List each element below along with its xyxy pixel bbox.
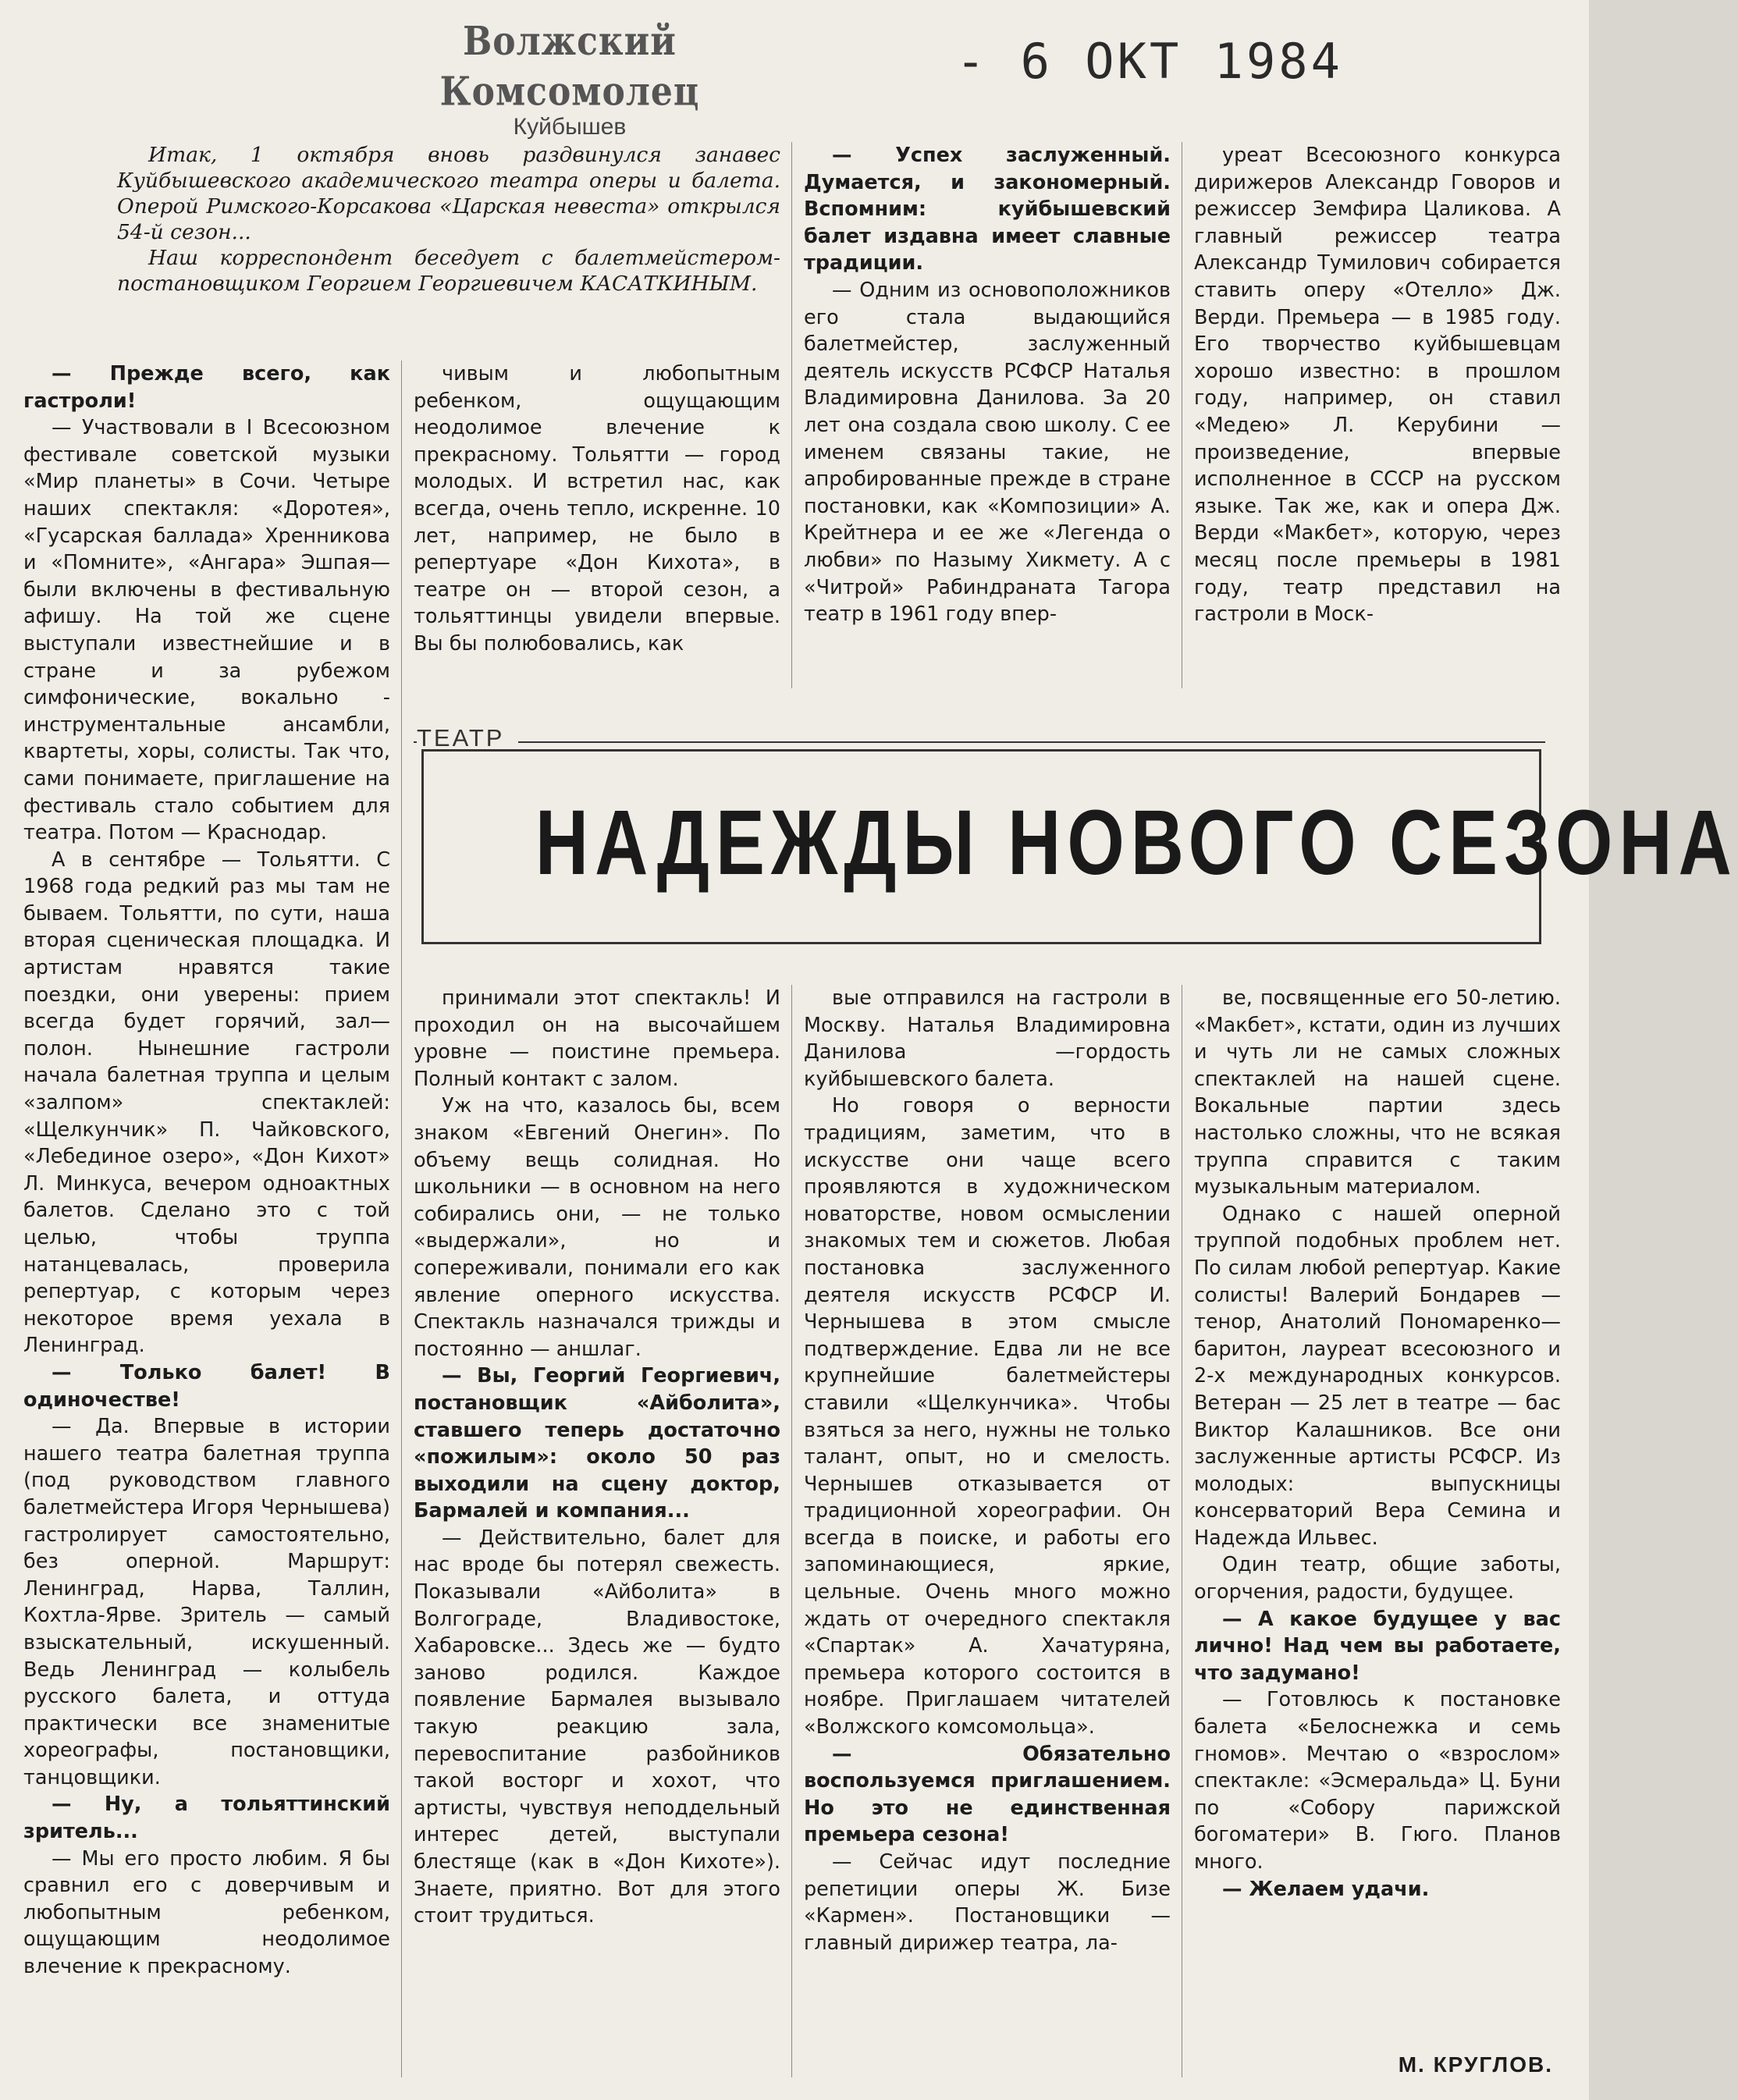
text-column-3-top <box>804 142 1171 688</box>
article-paragraph: Однако с нашей оперной труппой подобных проблем нет. По силам любой репертуар. Какие солисты! Валерий Бондарев — тенор, Анатолий Пономаренко—баритон, лауреат всесоюзного и 2-х международных конкурсов. Ветеран — 25 лет в театре — бас Виктор Калашников. Все они заслуженные артисты РСФСР. Из молодых: выпускницы консерваторий Вера Семина и Надежда Ильвес. <box>1194 1202 1561 1550</box>
text-column-1 <box>23 361 390 2093</box>
newspaper-name: Волжский Комсомолец <box>439 18 700 115</box>
date-stamp: - 6 ОКТ 1984 <box>956 33 1343 90</box>
rubric-label: ТЕАТР <box>417 724 518 759</box>
headline-box <box>421 749 1738 944</box>
article-paragraph: — Сейчас идут последние репетиции оперы Ж. Бизе «Кармен». Постановщики — главный дирижер театра, ла- <box>804 1850 1171 1955</box>
text-column-2-bottom <box>414 985 780 2093</box>
column-separator <box>401 361 402 2077</box>
text-column-4-top <box>1194 142 1561 688</box>
article-paragraph: вые отправился на гастроли в Москву. Наталья Владимировна Данилова —гордость куйбышевского балета. <box>804 986 1171 1091</box>
interview-question: — Успех заслуженный. Думается, и закономерный. Вспомним: куйбышевский балет издавна имеет славные традиции. <box>804 144 1171 275</box>
interview-question: — Ну, а тольяттинский зритель... <box>23 1793 390 1844</box>
article-paragraph: — Готовлюсь к постановке балета «Белоснежка и семь гномов». Мечтаю о «взрослом» спектакле: «Эсмеральда» Ц. Буни по «Собору парижской богоматери» В. Гюго. Планов много. <box>1194 1688 1561 1874</box>
article-lead <box>117 142 780 333</box>
article-headline: НАДЕЖДЫ НОВОГО СЕЗОНА <box>535 791 1738 894</box>
article-paragraph: Один театр, общие заботы, огорчения, радости, будущее. <box>1194 1553 1561 1604</box>
article-paragraph: чивым и любопытным ребенком, ощущающим неодолимое влечение к прекрасному. Тольятти — город молодых. И встретил нас, как всегда, очень тепло, искренне. 10 лет, например, не было в репертуаре «Дон Кихота», в театре он — второй сезон, а тольяттинцы увидели впервые. Вы бы полюбовались, как <box>414 362 780 656</box>
interview-question: — Только балет! В одиночестве! <box>23 1360 390 1412</box>
interview-question: — Вы, Георгий Георгиевич, постановщик «Айболита», ставшего теперь достаточно «пожилым»: около 50 раз выходили на сцену доктор, Бармалей и компания... <box>414 1364 780 1523</box>
interview-question: — Желаем удачи. <box>1222 1877 1430 1901</box>
article-paragraph: А в сентябре — Тольятти. С 1968 года редкий раз мы там не бываем. Тольятти, по сути, наша вторая сценическая площадка. И артистам нравятся такие поездки, они уверены: прием всегда будет горячий, зал— полон. Нынешние гастроли начала балетная труппа и целым «залпом» спектаклей: «Щелкунчик» П. Чайковского, «Лебединое озеро», «Дон Кихот» Л. Минкуса, вечером одноактных балетов. Сделано это с той целью, чтобы труппа натанцевалась, проверила репертуар, с которым через некоторое время уехала в Ленинград. <box>23 847 390 1358</box>
lead-paragraph: Итак, 1 октября вновь раздвинулся занавес Куйбышевского академического театра оперы и балета. Оперой Римского-Корсакова «Царская невеста» открылся 54-й сезон... <box>117 143 780 244</box>
article-paragraph: принимали этот спектакль! И проходил он на высочайшем уровне — поистине премьера. Полный контакт с залом. <box>414 986 780 1091</box>
article-paragraph: — Да. Впервые в истории нашего театра балетная труппа (под руководством главного балетмейстера Игоря Чернышева) гастролирует самостоятельно, без оперной. Маршрут: Ленинград, Нарва, Таллин, Кохтла-Ярве. Зритель — самый взыскательный, искушенный. Ведь Ленинград — колыбель русского балета, и оттуда практически все знаменитые хореографы, постановщики, танцовщики. <box>23 1415 390 1789</box>
article-paragraph: Но говоря о верности традициям, заметим, что в искусстве они чаще всего проявляются в художническом новаторстве, новом осмыслении знакомых тем и сюжетов. Любая постановка заслуженного деятеля искусств РСФСР И. Чернышева в этом смысле подтверждение. Едва ли не все крупнейшие балетмейстеры ставили «Щелкунчика». Чтобы взяться за него, нужны не только талант, опыт, но и смелость. Чернышев отказывается от традиционной хореографии. Он всегда в поиске, и работы его запоминающиеся, яркие, цельные. Очень много можно ждать от очередного спектакля «Спартак» А. Хачатуряна, премьера которого состоится в ноябре. Приглашаем читателей «Волжского комсомольца». <box>804 1094 1171 1739</box>
author-byline: М. КРУГЛОВ. <box>1398 2052 1553 2077</box>
article-paragraph: уреат Всесоюзного конкурса дирижеров Александр Говоров и режиссер Земфира Цаликова. А главный режиссер театра Александр Тумилович собирается ставить оперу «Отелло» Дж. Верди. Премьера — в 1985 году. Его творчество куйбышевцам хорошо известно: в прошлом году, например, он ставил «Медею» Л. Керубини — произведение, впервые исполненное в СССР на русском языке. Так же, как и опера Дж. Верди «Макбет», которую, через месяц после премьеры в 1981 году, театр представил на гастроли в Моск- <box>1194 144 1561 627</box>
date-stamp-text: 6 ОКТ 1984 <box>1020 33 1343 90</box>
column-separator <box>791 985 792 2077</box>
article-paragraph: — Действительно, балет для нас вроде бы потерял свежесть. Показывали «Айболита» в Волгограде, Владивостоке, Хабаровске... Здесь же — будто заново родился. Каждое появление Бармалея вызывало такую реакцию зала, перевоспитание разбойников такой восторг и хохот, что артисты, чувствуя неподдельный интерес детей, выступали блестяще (как в «Дон Кихоте»). Знаете, приятно. Вот для этого стоит трудиться. <box>414 1526 780 1928</box>
article-paragraph: — Мы его просто любим. Я бы сравнил его с доверчивым и любопытным ребенком, ощущающим неодолимое влечение к прекрасному. <box>23 1846 390 1979</box>
interview-question: — Обязательно воспользуемся приглашением. Но это не единственная премьера сезона! <box>804 1742 1171 1847</box>
text-column-2-top <box>414 361 780 688</box>
text-column-3-bottom <box>804 985 1171 2093</box>
lead-paragraph: Наш корреспондент беседует с балетмейстером-постановщиком Георгием Георгиевичем КАСАТКИНЫМ. <box>117 246 780 296</box>
article-paragraph: Уж на что, казалось бы, всем знаком «Евгений Онегин». По объему вещь солидная. Но школьники — в основном на него собирались они, — не только «выдержали», но и сопереживали, понимали его как явление оперного искусства. Спектакль назначался трижды и постоянно — аншлаг. <box>414 1094 780 1361</box>
newspaper-city: Куйбышев <box>513 114 627 140</box>
interview-question: — Прежде всего, как гастроли! <box>23 362 390 413</box>
column-separator <box>791 142 792 688</box>
interview-question: — А какое будущее у вас лично! Над чем вы работаете, что задумано! <box>1194 1607 1561 1685</box>
article-paragraph: ве, посвященные его 50-летию. «Макбет», кстати, один из лучших и чуть ли не самых сложных спектаклей на нашей сцене. Вокальные партии здесь настолько сложны, что не всякая труппа справится с таким музыкальным материалом. <box>1194 986 1561 1199</box>
masthead <box>351 18 788 140</box>
text-column-4-bottom <box>1194 985 1561 2038</box>
article-paragraph: — Одним из основоположников его стала выдающийся балетмейстер, заслуженный деятель искусств РСФСР Наталья Владимировна Данилова. За 20 лет она создала свою школу. С ее именем связаны такие, не апробированные прежде в стране постановки, как «Композиции» А. Крейтнера и ее же «Легенда о любви» по Назыму Хикмету. А с «Читрой» Рабиндраната Тагора театр в 1961 году впер- <box>804 278 1171 627</box>
rubric-rule <box>414 741 1545 743</box>
article-paragraph: — Участвовали в I Всесоюзном фестивале советской музыки «Мир планеты» в Сочи. Четыре наших спектакля: «Доротея», «Гусарская баллада» Хренникова и «Помните», «Ангара» Эшпая—были включены в фестивальную афишу. На той же сцене выступали известнейшие и в стране и за рубежом симфонические, вокально - инструментальные ансамбли, квартеты, хоры, солисты. Так что, сами понимаете, приглашение на фестиваль стало событием для театра. Потом — Краснодар. <box>23 416 390 845</box>
